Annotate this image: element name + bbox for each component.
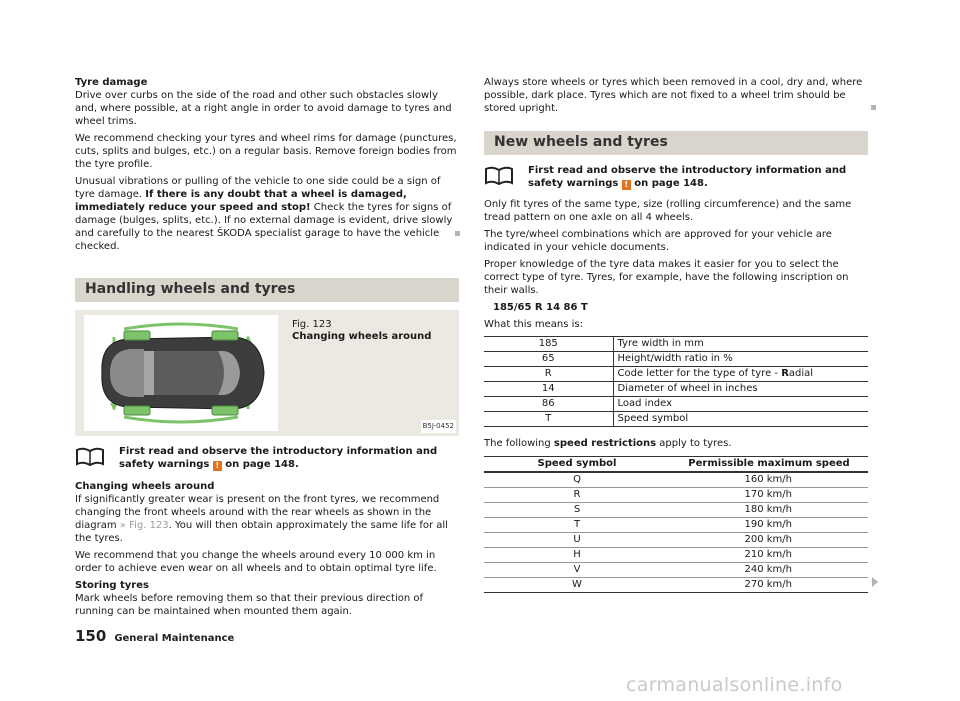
page-footer — [75, 627, 234, 645]
text-span-bold: R — [781, 368, 789, 379]
table-cell-speed: 270 km/h — [670, 578, 868, 593]
table-row — [484, 352, 868, 367]
tyre-inscription: 185/65 R 14 86 T — [493, 302, 588, 313]
figure-link[interactable]: » Fig. 123 — [119, 520, 169, 531]
table-cell-meaning: Speed symbol — [613, 412, 868, 427]
table-cell-symbol: T — [484, 518, 670, 533]
table-cell-symbol: Q — [484, 472, 670, 488]
note-text-main: First read and observe the introductory information and safety warnings — [119, 446, 438, 470]
table-row — [484, 367, 868, 382]
tyre-damage-heading: Tyre damage — [75, 77, 148, 88]
table-cell-symbol: S — [484, 503, 670, 518]
table-cell-symbol: U — [484, 533, 670, 548]
figure-caption-block — [292, 319, 431, 343]
column-header-speed: Permissible maximum speed — [670, 457, 868, 473]
table-row — [484, 503, 868, 518]
table-row — [484, 548, 868, 563]
changing-paragraph-1 — [75, 493, 459, 545]
new-wheels-paragraph-3: Proper knowledge of the tyre data makes it easier for you to select the correct type of tyre. Tyres, for example, have the following inscription on their walls. — [484, 259, 849, 296]
note-text — [528, 164, 868, 190]
means-label: What this means is: — [484, 319, 583, 330]
changing-paragraph-2: We recommend that you change the wheels around every 10 000 km in order to achieve even wear on all wheels and to obtain optimal tyre life. — [75, 550, 437, 574]
table-cell-code: R — [484, 367, 613, 382]
table-cell-meaning: Height/width ratio in % — [613, 352, 868, 367]
table-row — [484, 382, 868, 397]
note-text-main: First read and observe the introductory information and safety warnings — [528, 165, 847, 189]
text-span: adial — [788, 368, 814, 379]
figure-number: Fig. 123 — [292, 319, 332, 330]
table-cell-speed: 190 km/h — [670, 518, 868, 533]
read-first-note — [75, 445, 459, 471]
column-header-symbol: Speed symbol — [484, 457, 670, 473]
table-cell-speed: 170 km/h — [670, 488, 868, 503]
table-cell-symbol: H — [484, 548, 670, 563]
table-cell-symbol: R — [484, 488, 670, 503]
table-cell-symbol: V — [484, 563, 670, 578]
wheel-rotation-diagram — [84, 315, 278, 431]
table-cell-speed: 210 km/h — [670, 548, 868, 563]
note-page-ref: on page 148. — [630, 178, 708, 189]
table-cell-meaning — [613, 367, 868, 382]
text-span: The following — [484, 438, 554, 449]
table-row — [484, 337, 868, 352]
text-span: Check the tyres for signs of damage (bulges, splits, etc.). If no external damage is evident, drive slowly and carefully to the nearest ŠKODA specialist garage to have the vehicle checked. — [75, 202, 453, 252]
storing-heading: Storing tyres — [75, 580, 149, 591]
figure-changing-wheels — [75, 310, 459, 436]
table-row — [484, 533, 868, 548]
table-cell-meaning: Tyre width in mm — [613, 337, 868, 352]
text-span-bold: speed restrictions — [553, 438, 657, 449]
text-span: apply to tyres. — [656, 438, 732, 449]
storing-paragraph-1: Mark wheels before removing them so that their previous direction of running can be maintained when mounted them again. — [75, 593, 424, 617]
figure-caption: Changing wheels around — [292, 331, 432, 342]
section-title-new-wheels: New wheels and tyres — [484, 131, 868, 155]
table-cell-speed: 240 km/h — [670, 563, 868, 578]
table-cell-meaning: Load index — [613, 397, 868, 412]
table-cell-code: 14 — [484, 382, 613, 397]
section-title-handling: Handling wheels and tyres — [75, 278, 459, 302]
figure-code: B5J-0452 — [421, 420, 456, 433]
inscription-table — [484, 336, 868, 427]
text-span: If significantly greater wear is present on the front tyres, we recommend changing the front wheels around with the rear wheels as shown in the diagram — [75, 494, 440, 531]
new-wheels-paragraph-2: The tyre/wheel combinations which are approved for your vehicle are indicated in your vehicle documents. — [484, 229, 832, 253]
table-cell-code: 65 — [484, 352, 613, 367]
tyre-damage-paragraph-2: We recommend checking your tyres and wheel rims for damage (punctures, cuts, splits and bulges, etc.) on a regular basis. Remove foreign bodies from the tyre profile. — [75, 133, 457, 170]
right-column — [484, 76, 868, 593]
tyre-damage-paragraph-3 — [75, 175, 459, 253]
text-span: Code letter for the type of tyre - — [617, 368, 782, 379]
table-cell-code: 86 — [484, 397, 613, 412]
continued-arrow-icon — [872, 577, 878, 587]
section-end-marker — [455, 231, 460, 236]
table-cell-code: T — [484, 412, 613, 427]
storage-paragraph: Always store wheels or tyres which been removed in a cool, dry and, where possible, dark place. Tyres which are not fixed to a wheel trim should be stored upright. — [484, 77, 863, 114]
new-wheels-paragraph-1: Only fit tyres of the same type, size (rolling circumference) and the same tread pattern on one axle on all 4 wheels. — [484, 199, 852, 223]
warning-text: If there is any doubt that a wheel is damaged, immediately reduce your speed and stop! — [75, 189, 407, 213]
table-row — [484, 488, 868, 503]
table-cell-meaning: Diameter of wheel in inches — [613, 382, 868, 397]
note-page-ref: on page 148. — [221, 459, 299, 470]
watermark: carmanualsonline.info — [626, 674, 843, 696]
book-icon — [484, 165, 514, 187]
table-row — [484, 397, 868, 412]
changing-heading: Changing wheels around — [75, 481, 215, 492]
table-row — [484, 563, 868, 578]
read-first-note — [484, 164, 868, 190]
table-cell-speed: 200 km/h — [670, 533, 868, 548]
table-row — [484, 472, 868, 488]
warning-icon: ! — [213, 461, 222, 471]
table-row — [484, 578, 868, 593]
table-row — [484, 518, 868, 533]
tyre-damage-paragraph-1: Drive over curbs on the side of the road and other such obstacles slowly and, where possible, at a right angle in order to avoid damage to tyres and wheel trims. — [75, 90, 452, 127]
text-span: Unusual vibrations or pulling of the vehicle to one side could be a sign of tyre damage. — [75, 176, 441, 200]
page-number: 150 — [75, 627, 107, 645]
table-header-row — [484, 457, 868, 473]
text-span: . You will then obtain approximately the same life for all the tyres. — [75, 520, 448, 544]
table-cell-speed: 160 km/h — [670, 472, 868, 488]
warning-icon: ! — [622, 180, 631, 190]
footer-section: General Maintenance — [114, 633, 235, 644]
table-cell-code: 185 — [484, 337, 613, 352]
table-row — [484, 412, 868, 427]
restrictions-paragraph — [484, 437, 868, 450]
section-end-marker — [871, 105, 876, 110]
left-column — [75, 76, 459, 622]
book-icon — [75, 446, 105, 468]
note-text — [119, 445, 459, 471]
speed-table — [484, 456, 868, 593]
table-cell-speed: 180 km/h — [670, 503, 868, 518]
table-cell-symbol: W — [484, 578, 670, 593]
